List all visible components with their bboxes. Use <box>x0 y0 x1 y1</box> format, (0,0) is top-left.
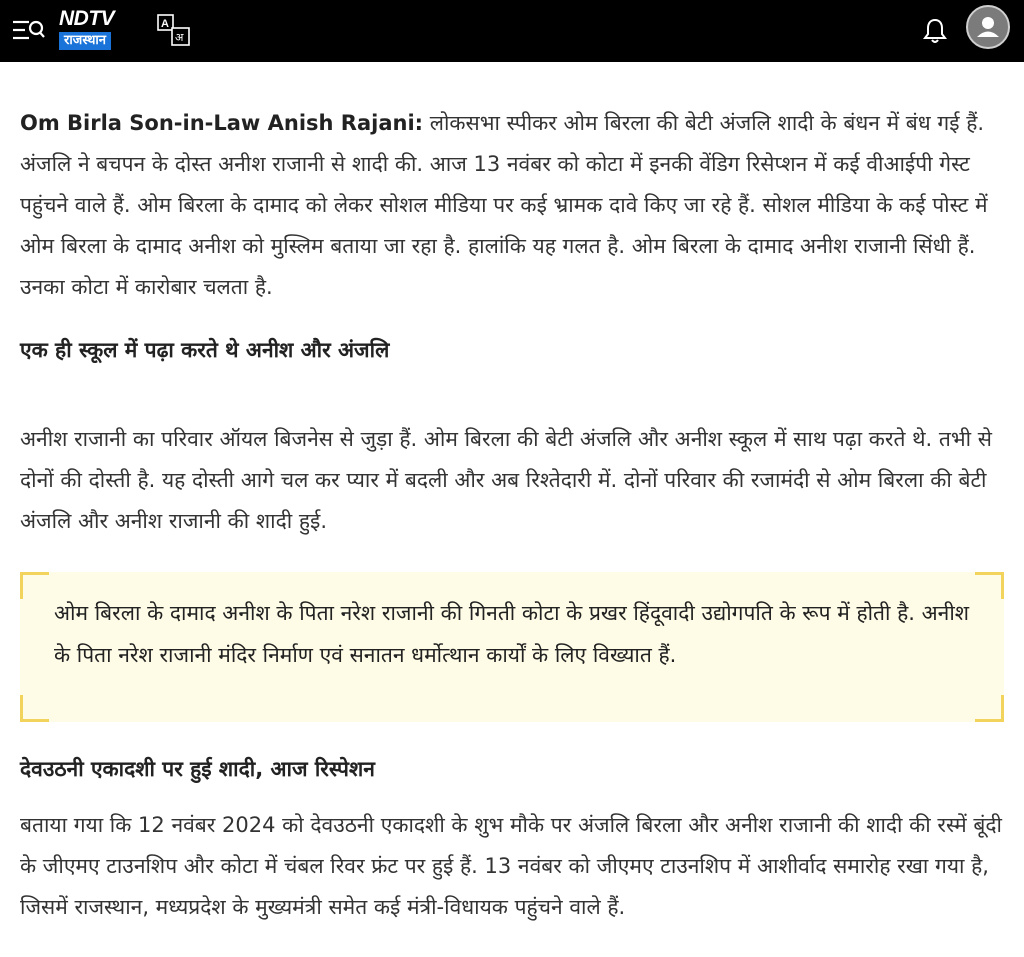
top-navigation-bar <box>0 0 1024 62</box>
user-avatar-icon[interactable] <box>966 5 1010 49</box>
article-body <box>0 62 1024 928</box>
intro-paragraph <box>20 62 1004 308</box>
quote-corner-top-left <box>20 572 49 599</box>
logo-ndtv-text: NDTV <box>59 7 115 30</box>
svg-text:A: A <box>161 18 169 30</box>
quote-corner-bottom-left <box>20 695 49 722</box>
ndtv-rajasthan-logo[interactable] <box>59 9 114 50</box>
highlight-quote-box <box>20 572 1004 722</box>
wedding-paragraph: बताया गया कि 12 नवंबर 2024 को देवउठनी एकादशी के शुभ मौके पर अंजलि बिरला और अनीश राजानी की शादी की रस्में बूंदी के जीएमए टाउनशिप और कोटा में चंबल रिवर फ्रंट पर हुई हैं. 13 नवंबर को जीएमए टाउनशिप में आशीर्वाद समारोह रखा गया है, जिसमें राजस्थान, मध्यप्रदेश के मुख्यमंत्री समेत कई मंत्री-विधायक पहुंचने वाले हैं. <box>20 813 1002 919</box>
section-heading-school: एक ही स्कूल में पढ़ा करते थे अनीश और अंजलि <box>20 338 390 362</box>
intro-text: लोकसभा स्पीकर ओम बिरला की बेटी अंजलि शादी के बंधन में बंध गई हैं. अंजलि ने बचपन के दोस्त अनीश राजानी से शादी की. आज 13 नवंबर को कोटा में इनकी वेंडिग रिसेप्शन में कई वीआईपी गेस्ट पहुंचने वाले हैं. ओम बिरला के दामाद को लेकर सोशल मीडिया पर कई भ्रामक दावे किए जा रहे हैं. सोशल मीडिया के कई पोस्ट में ओम बिरला के दामाद अनीश को मुस्लिम बताया जा रहा है. हालांकि यह गलत है. ओम बिरला के दामाद अनीश राजानी सिंधी हैं. उनका कोटा में कारोबार चलता है. <box>20 111 988 299</box>
menu-search-icon[interactable] <box>12 16 46 46</box>
quote-corner-top-right <box>975 572 1004 599</box>
bell-icon[interactable] <box>922 17 948 45</box>
section-heading-wedding: देवउठनी एकादशी पर हुई शादी, आज रिस्पेशन <box>20 757 375 781</box>
intro-bold-lead: Om Birla Son-in-Law Anish Rajani: <box>20 111 424 135</box>
svg-text:अ: अ <box>175 31 184 44</box>
logo-region-badge: राजस्थान <box>59 32 111 50</box>
translate-icon[interactable] <box>157 14 191 46</box>
school-paragraph: अनीश राजानी का परिवार ऑयल बिजनेस से जुड़ा हैं. ओम बिरला की बेटी अंजलि और अनीश स्कूल में साथ पढ़ा करते थे. तभी से दोनों की दोस्ती है. यह दोस्ती आगे चल कर प्यार में बदली और अब रिश्तेदारी में. दोनों परिवार की रजामंदी से ओम बिरला की बेटी अंजलि और अनीश राजानी की शादी हुई. <box>20 427 992 533</box>
quote-text: ओम बिरला के दामाद अनीश के पिता नरेश राजानी की गिनती कोटा के प्रखर हिंदूवादी उद्योगपति के रूप में होती है. अनीश के पिता नरेश राजानी मंदिर निर्माण एवं सनातन धर्मोत्थान कार्यों के लिए विख्यात हैं. <box>54 601 970 667</box>
quote-corner-bottom-right <box>975 695 1004 722</box>
